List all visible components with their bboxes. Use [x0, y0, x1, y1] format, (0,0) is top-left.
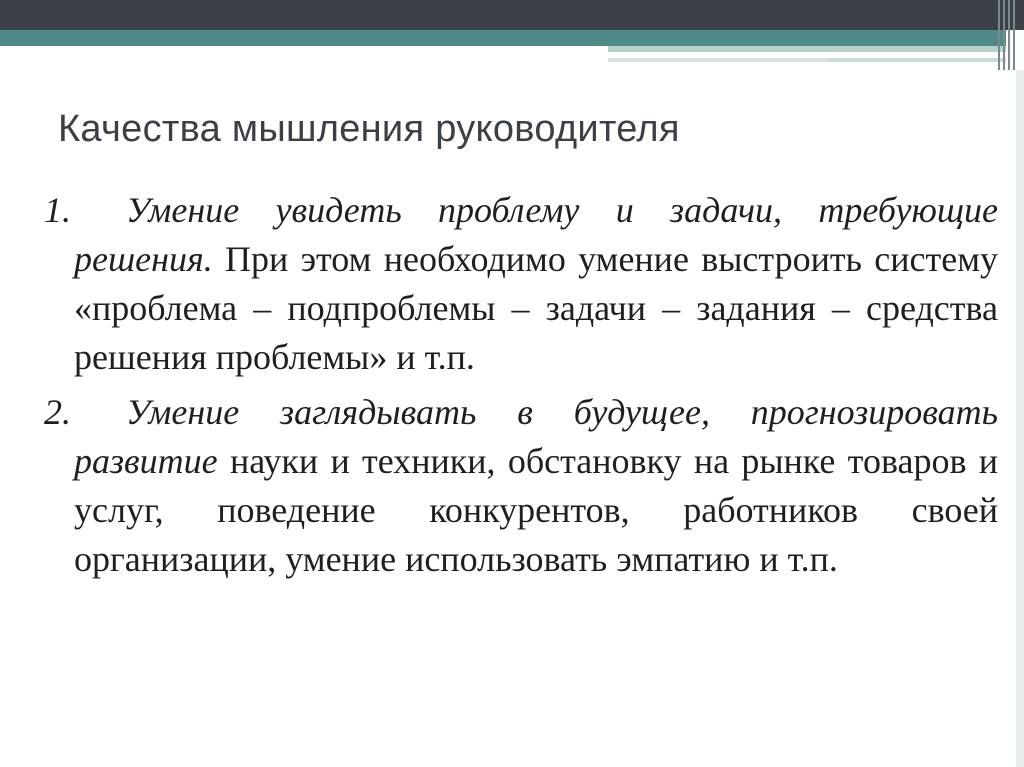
slide-right-edge	[1016, 70, 1024, 767]
header-accent-line	[828, 58, 1006, 62]
quality-list	[44, 186, 998, 590]
list-item-emphasis: Умение увидеть проблему и задачи, требующие решения.	[74, 190, 998, 279]
list-item-text: науки и техники, обстановку на рынке товаров и услуг, поведение конкурентов, работников своей организации, умение использовать эмпатию и т.п.	[74, 441, 999, 579]
list-item	[44, 186, 998, 382]
slide-title: Качества мышления руководителя	[58, 108, 680, 150]
header-accent-line	[608, 58, 828, 62]
list-item-number: 2.	[44, 392, 71, 432]
header-dark-band	[0, 0, 1024, 30]
header-accent-line	[608, 46, 1006, 52]
list-item	[44, 388, 998, 584]
list-item-emphasis: Умение заглядывать в будущее, прогнозировать развитие	[74, 392, 998, 481]
header-corner-stripes	[994, 0, 1024, 70]
header-teal-band	[0, 30, 1006, 46]
list-item-number: 1.	[44, 190, 71, 230]
list-item-text: При этом необходимо умение выстроить систему «проблема – подпроблемы – задачи – задания – средства решения проблемы» и т.п.	[74, 239, 998, 377]
